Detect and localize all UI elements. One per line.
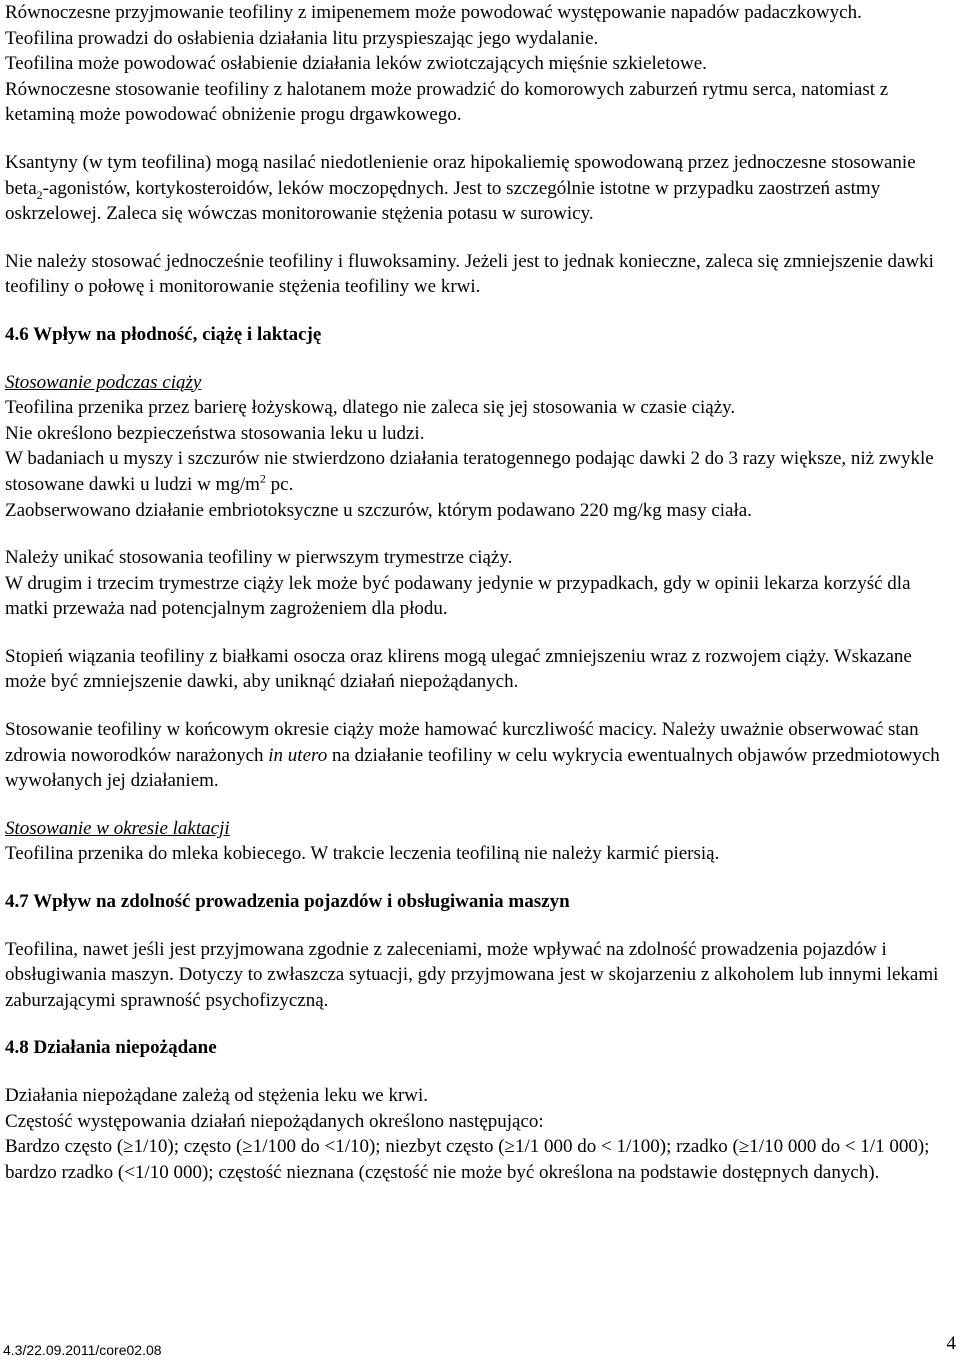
paragraph: Stopień wiązania teofiliny z białkami osocza oraz klirens mogą ulegać zmniejszeniu wraz z rozwojem ciąży. Wskazane może być zmniejszenie dawki, aby uniknąć działań niepożądanych. [5, 645, 912, 693]
paragraph: Należy unikać stosowania teofiliny w pierwszym trymestrze ciąży. [5, 547, 513, 569]
paragraph: Równoczesne stosowanie teofiliny z halotanem może prowadzić do komorowych zaburzeń rytmu serca, natomiast z ketaminą może powodować obniżenie progu drgawkowego. [5, 78, 889, 126]
paragraph-with-superscript [5, 446, 955, 497]
page-number: 4 [946, 1333, 956, 1354]
paragraph: Równoczesne przyjmowanie teofiliny z imipenemem może powodować występowanie napadów padaczkowych. [5, 2, 862, 23]
superscript: 2 [259, 471, 266, 486]
paragraph: W drugim i trzecim trymestrze ciąży lek może być podawany jedynie w przypadkach, gdy w opinii lekarza korzyść dla matki przeważa nad potencjalnym zagrożeniem dla płodu. [5, 572, 911, 620]
paragraph: Teofilina przenika przez barierę łożyskową, dlatego nie zaleca się jej stosowania w czasie ciąży. [5, 397, 736, 419]
section-heading-4-8: 4.8 Działania niepożądane [5, 1037, 217, 1059]
text-span: W badaniach u myszy i szczurów nie stwierdzono działania teratogennego podając dawki 2 do 3 razy większe, niż zwykle stosowane dawki u ludzi w mg/m [5, 448, 934, 495]
italic-text: in utero [268, 744, 328, 766]
interactions-block-3: Nie należy stosować jednocześnie teofiliny i fluwoksaminy. Jeżeli jest to jednak konieczne, zaleca się zmniejszenie dawki teofiliny o połowę i monitorowanie stężenia teofiliny we krwi. [5, 250, 934, 298]
paragraph: Teofilina może powodować osłabienie działania leków zwiotczających mięśnie szkieletowe. [5, 53, 707, 75]
section-heading-4-6: 4.6 Wpływ na płodność, ciążę i laktację [5, 323, 322, 345]
paragraph: Teofilina prowadzi do osłabienia działania litu przyspieszając jego wydalanie. [5, 27, 599, 49]
text-span: na działanie teofiliny w celu wykrycia ewentualnych objawów przedmiotowych wywołanych jej działaniem. [5, 744, 940, 792]
subscript: 2 [36, 187, 43, 202]
text-span: pc. [265, 473, 294, 495]
paragraph: Działania niepożądane zależą od stężenia leku we krwi. [5, 1085, 429, 1106]
paragraph: Teofilina przenika do mleka kobiecego. W trakcie leczenia teofiliną nie należy karmić piersią. [5, 843, 720, 865]
subheading-lactation: Stosowanie w okresie laktacji [5, 817, 230, 839]
subheading-pregnancy: Stosowanie podczas ciąży [5, 371, 202, 393]
paragraph-with-italic [5, 717, 955, 794]
paragraph: Teofilina, nawet jeśli jest przyjmowana zgodnie z zaleceniami, może wpływać na zdolność prowadzenia pojazdów i obsługiwania maszyn. Dotyczy to zwłaszcza sytuacji, gdy przyjmowana jest w skojarzeniu z alkoholem lub innymi lekami zaburzającymi sprawność psychofizyczną. [5, 938, 939, 1011]
document-body [5, 0, 955, 1185]
text-span: -agonistów, kortykosteroidów, leków moczopędnych. Jest to szczególnie istotne w przypadku zaostrzeń astmy oskrzelowej. Zaleca się wówczas monitorowanie stężenia potasu w surowicy. [5, 177, 881, 225]
section-heading-4-7: 4.7 Wpływ na zdolność prowadzenia pojazdów i obsługiwania maszyn [5, 891, 570, 913]
footer-version: 4.3/22.09.2011/core02.08 [3, 1342, 162, 1358]
paragraph: Bardzo często (≥1/10); często (≥1/100 do <1/10); niezbyt często (≥1/1 000 do < 1/100); rzadko (≥1/10 000 do < 1/1 000); bardzo rzadko (<1/10 000); częstość nieznana (częstość nie może być określona na podstawie dostępnych danych). [5, 1136, 930, 1183]
paragraph: Częstość występowania działań niepożądanych określono następująco: [5, 1110, 544, 1132]
text-span: Ksantyny (w tym teofilina) mogą nasilać niedotlenienie oraz hipokaliemię spowodowaną przez jednoczesne stosowanie beta [5, 151, 916, 199]
text-span: Stosowanie teofiliny w końcowym okresie ciąży może hamować kurczliwość macicy. Należy uważnie obserwować stan zdrowia noworodków narażonych [5, 719, 919, 766]
interactions-block-2 [5, 150, 955, 227]
paragraph: Zaobserwowano działanie embriotoksyczne u szczurów, którym podawano 220 mg/kg masy ciała. [5, 499, 752, 521]
interactions-block-1 [5, 0, 955, 128]
paragraph: Nie określono bezpieczeństwa stosowania leku u ludzi. [5, 422, 425, 444]
